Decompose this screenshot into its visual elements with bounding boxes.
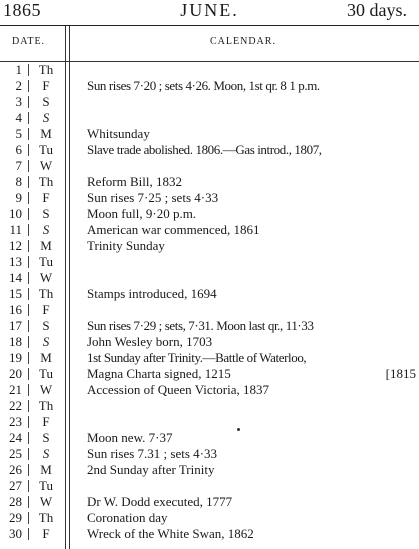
weekday: S xyxy=(42,446,50,461)
page-header xyxy=(0,0,419,26)
day-separator xyxy=(28,352,29,364)
table-row xyxy=(0,494,419,510)
day-number: 2 xyxy=(15,78,22,93)
calendar-event: Moon new. 7·37 xyxy=(87,430,173,445)
day-separator xyxy=(28,400,29,412)
day-separator xyxy=(28,240,29,252)
table-row xyxy=(0,366,419,382)
day-separator xyxy=(28,368,29,380)
day-number: 9 xyxy=(15,190,22,205)
day-number: 8 xyxy=(15,174,22,189)
calendar-event: Whitsunday xyxy=(87,126,150,141)
day-separator xyxy=(28,304,29,316)
day-number: 18 xyxy=(9,334,22,349)
day-separator xyxy=(28,448,29,460)
table-row xyxy=(0,318,419,334)
day-separator xyxy=(28,192,29,204)
weekday: Th xyxy=(38,62,54,77)
day-number: 20 xyxy=(9,366,22,381)
weekday: Th xyxy=(38,174,54,189)
day-separator xyxy=(28,256,29,268)
day-separator xyxy=(28,528,29,540)
weekday: F xyxy=(42,78,50,93)
day-number: 19 xyxy=(9,350,22,365)
calendar-event: Sun rises 7·25 ; sets 4·33 xyxy=(87,190,219,205)
day-number: 11 xyxy=(9,222,22,237)
day-number: 26 xyxy=(9,462,22,477)
table-row xyxy=(0,286,419,302)
day-separator xyxy=(28,512,29,524)
day-separator xyxy=(28,128,29,140)
calendar-table xyxy=(0,62,419,542)
table-row xyxy=(0,510,419,526)
table-row xyxy=(0,414,419,430)
day-number: 10 xyxy=(9,206,22,221)
calendar-event: American war commenced, 1861 xyxy=(87,222,260,237)
date-column-header: DATE. xyxy=(12,36,46,47)
table-row xyxy=(0,126,419,142)
weekday: W xyxy=(39,158,53,173)
day-separator xyxy=(28,288,29,300)
calendar-column-header: CALENDAR. xyxy=(210,36,276,47)
table-row xyxy=(0,270,419,286)
weekday: Tu xyxy=(39,478,53,493)
weekday: F xyxy=(42,302,50,317)
calendar-event: Sun rises 7·29 ; sets, 7·31. Moon last qr., 11·33 xyxy=(87,318,314,333)
day-number: 17 xyxy=(9,318,22,333)
day-number: 12 xyxy=(9,238,22,253)
day-number: 3 xyxy=(15,94,22,109)
table-row xyxy=(0,334,419,350)
weekday: F xyxy=(42,526,50,541)
weekday: M xyxy=(40,126,52,141)
weekday: W xyxy=(39,382,53,397)
calendar-event: Trinity Sunday xyxy=(87,238,165,253)
weekday: Th xyxy=(38,286,54,301)
table-row xyxy=(0,398,419,414)
day-number: 5 xyxy=(15,126,22,141)
calendar-event: Sun rises 7·20 ; sets 4·26. Moon, 1st qr. 8 1 p.m. xyxy=(87,78,320,93)
day-separator xyxy=(28,208,29,220)
table-row xyxy=(0,158,419,174)
weekday: S xyxy=(42,110,50,125)
day-separator xyxy=(28,160,29,172)
table-row xyxy=(0,110,419,126)
year-label: 1865 xyxy=(3,0,41,20)
calendar-event: 2nd Sunday after Trinity xyxy=(87,462,215,477)
weekday: Tu xyxy=(39,366,53,381)
table-row xyxy=(0,238,419,254)
weekday: Th xyxy=(38,398,54,413)
calendar-event: Wreck of the White Swan, 1862 xyxy=(87,526,254,541)
weekday: S xyxy=(42,94,50,109)
day-separator xyxy=(28,496,29,508)
day-number: 30 xyxy=(9,526,22,541)
day-number: 6 xyxy=(15,142,22,157)
calendar-event: 1st Sunday after Trinity.—Battle of Waterloo, xyxy=(87,350,307,365)
day-separator xyxy=(28,112,29,124)
day-number: 24 xyxy=(9,430,22,445)
day-separator xyxy=(28,64,29,76)
calendar-event: Moon full, 9·20 p.m. xyxy=(87,206,197,221)
calendar-event: Reform Bill, 1832 xyxy=(87,174,182,189)
weekday: Tu xyxy=(39,254,53,269)
table-row xyxy=(0,190,419,206)
calendar-event: Slave trade abolished. 1806.—Gas introd., 1807, xyxy=(87,142,322,157)
days-count: 30 days. xyxy=(347,0,407,20)
weekday: S xyxy=(42,318,50,333)
table-row xyxy=(0,222,419,238)
month-title: JUNE. xyxy=(180,0,239,20)
weekday: M xyxy=(40,238,52,253)
day-number: 28 xyxy=(9,494,22,509)
table-row xyxy=(0,78,419,94)
table-row xyxy=(0,206,419,222)
table-row xyxy=(0,526,419,542)
day-separator xyxy=(28,224,29,236)
weekday: F xyxy=(42,414,50,429)
day-number: 23 xyxy=(9,414,22,429)
day-separator xyxy=(28,336,29,348)
day-number: 1 xyxy=(15,62,22,77)
day-number: 14 xyxy=(9,270,22,285)
weekday: M xyxy=(40,350,52,365)
day-separator xyxy=(28,272,29,284)
calendar-event: John Wesley born, 1703 xyxy=(87,334,213,349)
day-separator xyxy=(28,176,29,188)
calendar-event: Sun rises 7.31 ; sets 4·33 xyxy=(87,446,217,461)
weekday: S xyxy=(42,334,50,349)
table-row xyxy=(0,62,419,78)
day-number: 27 xyxy=(9,478,22,493)
day-number: 21 xyxy=(9,382,22,397)
day-separator xyxy=(28,80,29,92)
calendar-event: Accession of Queen Victoria, 1837 xyxy=(87,382,270,397)
day-separator xyxy=(28,320,29,332)
day-separator xyxy=(28,480,29,492)
calendar-event: Coronation day xyxy=(87,510,168,525)
day-number: 4 xyxy=(15,110,22,125)
table-row xyxy=(0,382,419,398)
header-rule xyxy=(0,25,419,26)
day-separator xyxy=(28,464,29,476)
day-number: 29 xyxy=(9,510,22,525)
day-separator xyxy=(28,384,29,396)
calendar-event: Stamps introduced, 1694 xyxy=(87,286,217,301)
table-row xyxy=(0,462,419,478)
weekday: M xyxy=(40,462,52,477)
weekday: S xyxy=(42,206,50,221)
weekday: F xyxy=(42,190,50,205)
weekday: S xyxy=(42,430,50,445)
table-row xyxy=(0,350,419,366)
day-separator xyxy=(28,432,29,444)
day-number: 15 xyxy=(9,286,22,301)
table-row xyxy=(0,142,419,158)
weekday: Th xyxy=(38,510,54,525)
table-row xyxy=(0,254,419,270)
calendar-event: Dr W. Dodd executed, 1777 xyxy=(87,494,233,509)
day-separator xyxy=(28,144,29,156)
print-speck xyxy=(237,428,240,431)
day-separator xyxy=(28,96,29,108)
weekday: S xyxy=(42,222,50,237)
table-row xyxy=(0,446,419,462)
day-number: 25 xyxy=(9,446,22,461)
day-number: 7 xyxy=(15,158,22,173)
day-number: 16 xyxy=(9,302,22,317)
weekday: W xyxy=(39,270,53,285)
weekday: Tu xyxy=(39,142,53,157)
calendar-event: Magna Charta signed, 1215 xyxy=(87,366,231,381)
calendar-event-continuation: [1815 xyxy=(385,366,416,381)
day-number: 22 xyxy=(9,398,22,413)
day-number: 13 xyxy=(9,254,22,269)
day-separator xyxy=(28,416,29,428)
weekday: W xyxy=(39,494,53,509)
table-row xyxy=(0,430,419,446)
table-row xyxy=(0,94,419,110)
table-row xyxy=(0,174,419,190)
table-row xyxy=(0,478,419,494)
table-row xyxy=(0,302,419,318)
